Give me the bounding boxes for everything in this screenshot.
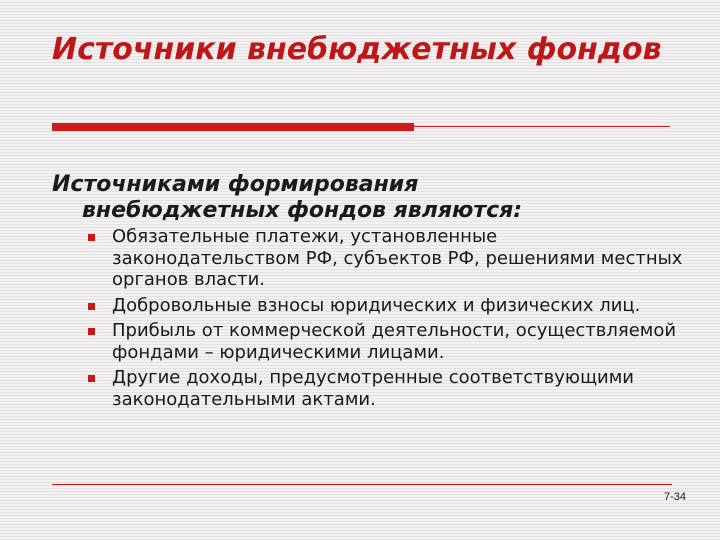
list-item-text: Прибыль от коммерческой деятельности, осуществляемой фондами – юридическими лицами. [112,320,677,363]
square-bullet-icon [88,375,95,382]
title-underline-line [414,126,670,127]
heading-line-1: Источниками формирования [52,172,419,197]
section-heading [52,172,672,224]
list-item-text: Обязательные платежи, установленные законодательством РФ, субъектов РФ, решениями местных органов власти. [112,226,683,290]
square-bullet-icon [88,328,95,335]
list-item [84,320,684,363]
slide-title: Источники внебюджетных фондов [52,32,662,67]
list-item [84,367,684,410]
list-item-text: Добровольные взносы юридических и физических лиц. [112,294,641,316]
square-bullet-icon [88,303,95,310]
list-item-text: Другие доходы, предусмотренные соответствующими законодательными актами. [112,367,634,410]
list-item [84,295,684,317]
square-bullet-icon [88,234,95,241]
page-number: 7-34 [663,491,686,503]
title-underline-bar [52,123,414,131]
sources-list [84,226,684,414]
footer-divider [52,484,672,485]
list-item [84,226,684,291]
heading-line-2: внебюджетных фондов являются: [82,198,523,223]
